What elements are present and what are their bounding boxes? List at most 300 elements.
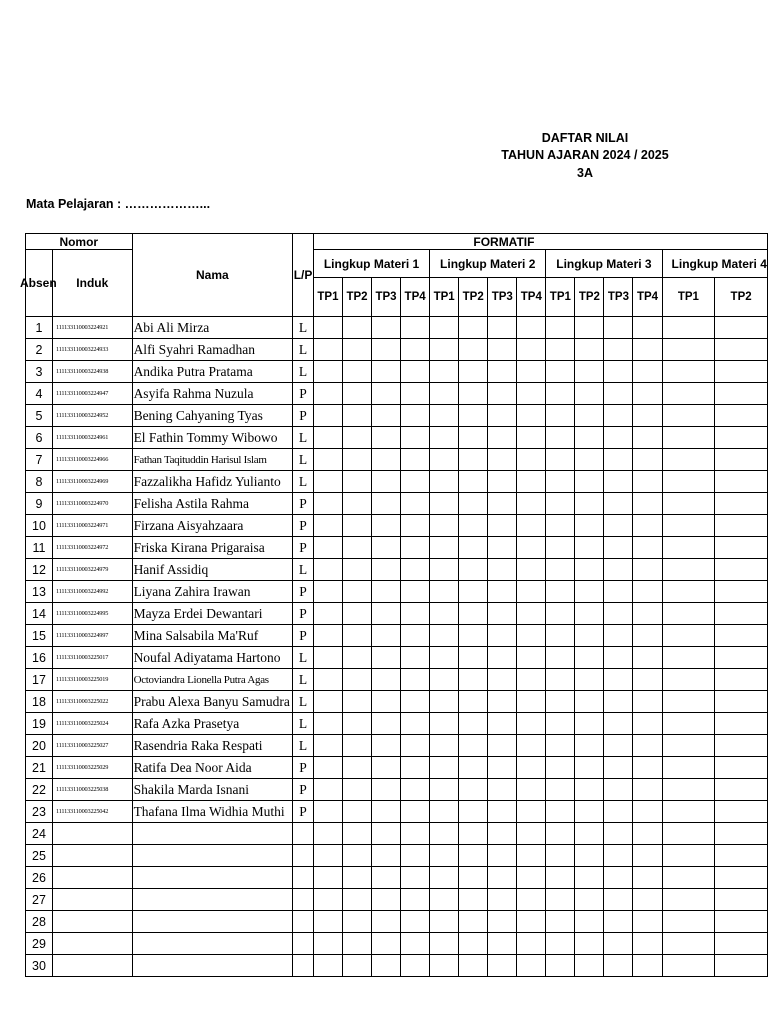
grade-cell[interactable]	[401, 493, 430, 515]
grade-cell[interactable]	[401, 537, 430, 559]
grade-cell[interactable]	[372, 581, 401, 603]
grade-cell[interactable]	[575, 603, 604, 625]
grade-cell[interactable]	[430, 889, 459, 911]
grade-cell[interactable]	[313, 691, 342, 713]
grade-cell[interactable]	[488, 581, 517, 603]
grade-cell[interactable]	[459, 647, 488, 669]
grade-cell[interactable]	[715, 317, 768, 339]
grade-cell[interactable]	[342, 691, 371, 713]
grade-cell[interactable]	[715, 427, 768, 449]
grade-cell[interactable]	[575, 581, 604, 603]
grade-cell[interactable]	[459, 515, 488, 537]
grade-cell[interactable]	[372, 845, 401, 867]
grade-cell[interactable]	[662, 911, 715, 933]
grade-cell[interactable]	[633, 779, 662, 801]
grade-cell[interactable]	[662, 867, 715, 889]
grade-cell[interactable]	[430, 911, 459, 933]
grade-cell[interactable]	[459, 603, 488, 625]
grade-cell[interactable]	[430, 383, 459, 405]
grade-cell[interactable]	[633, 647, 662, 669]
grade-cell[interactable]	[342, 603, 371, 625]
grade-cell[interactable]	[604, 317, 633, 339]
grade-cell[interactable]	[517, 449, 546, 471]
grade-cell[interactable]	[715, 405, 768, 427]
grade-cell[interactable]	[430, 955, 459, 977]
grade-cell[interactable]	[517, 669, 546, 691]
grade-cell[interactable]	[633, 801, 662, 823]
grade-cell[interactable]	[372, 779, 401, 801]
grade-cell[interactable]	[372, 515, 401, 537]
grade-cell[interactable]	[430, 845, 459, 867]
grade-cell[interactable]	[575, 647, 604, 669]
grade-cell[interactable]	[459, 581, 488, 603]
grade-cell[interactable]	[488, 449, 517, 471]
grade-cell[interactable]	[342, 845, 371, 867]
grade-cell[interactable]	[546, 757, 575, 779]
grade-cell[interactable]	[372, 669, 401, 691]
grade-cell[interactable]	[662, 647, 715, 669]
grade-cell[interactable]	[604, 845, 633, 867]
grade-cell[interactable]	[662, 427, 715, 449]
grade-cell[interactable]	[342, 823, 371, 845]
grade-cell[interactable]	[401, 691, 430, 713]
grade-cell[interactable]	[313, 757, 342, 779]
grade-cell[interactable]	[662, 361, 715, 383]
grade-cell[interactable]	[575, 471, 604, 493]
grade-cell[interactable]	[604, 757, 633, 779]
grade-cell[interactable]	[517, 559, 546, 581]
grade-cell[interactable]	[575, 669, 604, 691]
grade-cell[interactable]	[715, 361, 768, 383]
grade-cell[interactable]	[575, 845, 604, 867]
grade-cell[interactable]	[372, 471, 401, 493]
grade-cell[interactable]	[372, 911, 401, 933]
grade-cell[interactable]	[633, 361, 662, 383]
grade-cell[interactable]	[313, 581, 342, 603]
grade-cell[interactable]	[488, 823, 517, 845]
grade-cell[interactable]	[459, 889, 488, 911]
grade-cell[interactable]	[546, 559, 575, 581]
grade-cell[interactable]	[342, 757, 371, 779]
grade-cell[interactable]	[575, 339, 604, 361]
grade-cell[interactable]	[313, 911, 342, 933]
grade-cell[interactable]	[546, 515, 575, 537]
grade-cell[interactable]	[604, 427, 633, 449]
grade-cell[interactable]	[662, 559, 715, 581]
grade-cell[interactable]	[575, 933, 604, 955]
grade-cell[interactable]	[604, 911, 633, 933]
grade-cell[interactable]	[372, 603, 401, 625]
grade-cell[interactable]	[401, 405, 430, 427]
grade-cell[interactable]	[459, 757, 488, 779]
grade-cell[interactable]	[604, 581, 633, 603]
grade-cell[interactable]	[517, 471, 546, 493]
grade-cell[interactable]	[459, 493, 488, 515]
grade-cell[interactable]	[430, 713, 459, 735]
grade-cell[interactable]	[517, 339, 546, 361]
grade-cell[interactable]	[342, 361, 371, 383]
grade-cell[interactable]	[517, 911, 546, 933]
grade-cell[interactable]	[715, 845, 768, 867]
grade-cell[interactable]	[488, 427, 517, 449]
grade-cell[interactable]	[575, 427, 604, 449]
grade-cell[interactable]	[459, 449, 488, 471]
grade-cell[interactable]	[633, 713, 662, 735]
grade-cell[interactable]	[633, 911, 662, 933]
grade-cell[interactable]	[662, 603, 715, 625]
grade-cell[interactable]	[430, 449, 459, 471]
grade-cell[interactable]	[575, 449, 604, 471]
grade-cell[interactable]	[401, 383, 430, 405]
grade-cell[interactable]	[342, 339, 371, 361]
grade-cell[interactable]	[313, 427, 342, 449]
grade-cell[interactable]	[575, 559, 604, 581]
grade-cell[interactable]	[715, 559, 768, 581]
grade-cell[interactable]	[633, 867, 662, 889]
grade-cell[interactable]	[372, 625, 401, 647]
grade-cell[interactable]	[313, 361, 342, 383]
grade-cell[interactable]	[575, 801, 604, 823]
grade-cell[interactable]	[546, 889, 575, 911]
grade-cell[interactable]	[430, 405, 459, 427]
grade-cell[interactable]	[459, 779, 488, 801]
grade-cell[interactable]	[633, 933, 662, 955]
grade-cell[interactable]	[715, 647, 768, 669]
grade-cell[interactable]	[430, 933, 459, 955]
grade-cell[interactable]	[546, 449, 575, 471]
grade-cell[interactable]	[342, 405, 371, 427]
grade-cell[interactable]	[401, 757, 430, 779]
grade-cell[interactable]	[372, 537, 401, 559]
grade-cell[interactable]	[372, 889, 401, 911]
grade-cell[interactable]	[372, 339, 401, 361]
grade-cell[interactable]	[517, 515, 546, 537]
grade-cell[interactable]	[575, 625, 604, 647]
grade-cell[interactable]	[633, 581, 662, 603]
grade-cell[interactable]	[313, 471, 342, 493]
grade-cell[interactable]	[459, 801, 488, 823]
grade-cell[interactable]	[342, 515, 371, 537]
grade-cell[interactable]	[715, 735, 768, 757]
grade-cell[interactable]	[372, 691, 401, 713]
grade-cell[interactable]	[517, 603, 546, 625]
grade-cell[interactable]	[488, 867, 517, 889]
grade-cell[interactable]	[488, 339, 517, 361]
grade-cell[interactable]	[517, 383, 546, 405]
grade-cell[interactable]	[604, 867, 633, 889]
grade-cell[interactable]	[662, 669, 715, 691]
grade-cell[interactable]	[459, 427, 488, 449]
grade-cell[interactable]	[662, 317, 715, 339]
grade-cell[interactable]	[488, 691, 517, 713]
grade-cell[interactable]	[313, 955, 342, 977]
grade-cell[interactable]	[430, 757, 459, 779]
grade-cell[interactable]	[604, 625, 633, 647]
grade-cell[interactable]	[715, 537, 768, 559]
grade-cell[interactable]	[430, 339, 459, 361]
grade-cell[interactable]	[488, 713, 517, 735]
grade-cell[interactable]	[604, 669, 633, 691]
grade-cell[interactable]	[488, 669, 517, 691]
grade-cell[interactable]	[633, 449, 662, 471]
grade-cell[interactable]	[575, 735, 604, 757]
grade-cell[interactable]	[313, 537, 342, 559]
grade-cell[interactable]	[488, 889, 517, 911]
grade-cell[interactable]	[633, 493, 662, 515]
grade-cell[interactable]	[488, 933, 517, 955]
grade-cell[interactable]	[662, 537, 715, 559]
grade-cell[interactable]	[517, 493, 546, 515]
grade-cell[interactable]	[546, 625, 575, 647]
grade-cell[interactable]	[342, 735, 371, 757]
grade-cell[interactable]	[488, 911, 517, 933]
grade-cell[interactable]	[459, 361, 488, 383]
grade-cell[interactable]	[715, 581, 768, 603]
grade-cell[interactable]	[430, 603, 459, 625]
grade-cell[interactable]	[459, 867, 488, 889]
grade-cell[interactable]	[430, 867, 459, 889]
grade-cell[interactable]	[604, 933, 633, 955]
grade-cell[interactable]	[662, 691, 715, 713]
grade-cell[interactable]	[430, 669, 459, 691]
grade-cell[interactable]	[546, 317, 575, 339]
grade-cell[interactable]	[401, 713, 430, 735]
grade-cell[interactable]	[459, 383, 488, 405]
grade-cell[interactable]	[662, 625, 715, 647]
grade-cell[interactable]	[430, 735, 459, 757]
grade-cell[interactable]	[715, 625, 768, 647]
grade-cell[interactable]	[662, 955, 715, 977]
grade-cell[interactable]	[517, 405, 546, 427]
grade-cell[interactable]	[401, 669, 430, 691]
grade-cell[interactable]	[715, 339, 768, 361]
grade-cell[interactable]	[633, 955, 662, 977]
grade-cell[interactable]	[430, 625, 459, 647]
grade-cell[interactable]	[715, 779, 768, 801]
grade-cell[interactable]	[662, 515, 715, 537]
grade-cell[interactable]	[342, 867, 371, 889]
grade-cell[interactable]	[575, 955, 604, 977]
grade-cell[interactable]	[546, 427, 575, 449]
grade-cell[interactable]	[604, 405, 633, 427]
grade-cell[interactable]	[604, 493, 633, 515]
grade-cell[interactable]	[546, 801, 575, 823]
grade-cell[interactable]	[401, 955, 430, 977]
grade-cell[interactable]	[342, 647, 371, 669]
grade-cell[interactable]	[459, 955, 488, 977]
grade-cell[interactable]	[546, 735, 575, 757]
grade-cell[interactable]	[313, 405, 342, 427]
grade-cell[interactable]	[517, 933, 546, 955]
grade-cell[interactable]	[313, 867, 342, 889]
grade-cell[interactable]	[313, 559, 342, 581]
grade-cell[interactable]	[430, 779, 459, 801]
grade-cell[interactable]	[575, 713, 604, 735]
grade-cell[interactable]	[517, 867, 546, 889]
grade-cell[interactable]	[313, 735, 342, 757]
grade-cell[interactable]	[604, 823, 633, 845]
grade-cell[interactable]	[372, 427, 401, 449]
grade-cell[interactable]	[488, 493, 517, 515]
grade-cell[interactable]	[342, 911, 371, 933]
grade-cell[interactable]	[401, 867, 430, 889]
grade-cell[interactable]	[488, 471, 517, 493]
grade-cell[interactable]	[517, 647, 546, 669]
grade-cell[interactable]	[662, 823, 715, 845]
grade-cell[interactable]	[488, 801, 517, 823]
grade-cell[interactable]	[715, 933, 768, 955]
grade-cell[interactable]	[715, 383, 768, 405]
grade-cell[interactable]	[517, 537, 546, 559]
grade-cell[interactable]	[546, 823, 575, 845]
grade-cell[interactable]	[372, 383, 401, 405]
grade-cell[interactable]	[459, 471, 488, 493]
grade-cell[interactable]	[715, 449, 768, 471]
grade-cell[interactable]	[459, 713, 488, 735]
grade-cell[interactable]	[459, 559, 488, 581]
grade-cell[interactable]	[633, 603, 662, 625]
grade-cell[interactable]	[401, 559, 430, 581]
grade-cell[interactable]	[342, 493, 371, 515]
grade-cell[interactable]	[401, 603, 430, 625]
grade-cell[interactable]	[715, 757, 768, 779]
grade-cell[interactable]	[604, 713, 633, 735]
grade-cell[interactable]	[633, 845, 662, 867]
grade-cell[interactable]	[430, 647, 459, 669]
grade-cell[interactable]	[342, 669, 371, 691]
grade-cell[interactable]	[633, 889, 662, 911]
grade-cell[interactable]	[715, 801, 768, 823]
grade-cell[interactable]	[546, 933, 575, 955]
grade-cell[interactable]	[401, 779, 430, 801]
grade-cell[interactable]	[546, 845, 575, 867]
grade-cell[interactable]	[313, 713, 342, 735]
grade-cell[interactable]	[372, 735, 401, 757]
grade-cell[interactable]	[342, 537, 371, 559]
grade-cell[interactable]	[715, 669, 768, 691]
grade-cell[interactable]	[488, 845, 517, 867]
grade-cell[interactable]	[604, 801, 633, 823]
grade-cell[interactable]	[662, 889, 715, 911]
grade-cell[interactable]	[517, 713, 546, 735]
grade-cell[interactable]	[430, 317, 459, 339]
grade-cell[interactable]	[342, 801, 371, 823]
grade-cell[interactable]	[459, 933, 488, 955]
grade-cell[interactable]	[546, 383, 575, 405]
grade-cell[interactable]	[342, 625, 371, 647]
grade-cell[interactable]	[488, 383, 517, 405]
grade-cell[interactable]	[517, 581, 546, 603]
grade-cell[interactable]	[372, 449, 401, 471]
grade-cell[interactable]	[517, 801, 546, 823]
grade-cell[interactable]	[401, 427, 430, 449]
grade-cell[interactable]	[633, 471, 662, 493]
grade-cell[interactable]	[459, 317, 488, 339]
grade-cell[interactable]	[546, 779, 575, 801]
grade-cell[interactable]	[459, 735, 488, 757]
grade-cell[interactable]	[313, 449, 342, 471]
grade-cell[interactable]	[342, 383, 371, 405]
grade-cell[interactable]	[546, 405, 575, 427]
grade-cell[interactable]	[633, 735, 662, 757]
grade-cell[interactable]	[313, 383, 342, 405]
grade-cell[interactable]	[715, 867, 768, 889]
grade-cell[interactable]	[575, 317, 604, 339]
grade-cell[interactable]	[342, 449, 371, 471]
grade-cell[interactable]	[604, 361, 633, 383]
grade-cell[interactable]	[372, 867, 401, 889]
grade-cell[interactable]	[517, 361, 546, 383]
grade-cell[interactable]	[313, 493, 342, 515]
grade-cell[interactable]	[546, 339, 575, 361]
grade-cell[interactable]	[546, 911, 575, 933]
grade-cell[interactable]	[546, 361, 575, 383]
grade-cell[interactable]	[342, 427, 371, 449]
grade-cell[interactable]	[372, 757, 401, 779]
grade-cell[interactable]	[546, 647, 575, 669]
grade-cell[interactable]	[546, 669, 575, 691]
grade-cell[interactable]	[575, 779, 604, 801]
grade-cell[interactable]	[488, 361, 517, 383]
grade-cell[interactable]	[372, 647, 401, 669]
grade-cell[interactable]	[517, 889, 546, 911]
grade-cell[interactable]	[662, 845, 715, 867]
grade-cell[interactable]	[662, 581, 715, 603]
grade-cell[interactable]	[401, 647, 430, 669]
grade-cell[interactable]	[401, 449, 430, 471]
grade-cell[interactable]	[313, 801, 342, 823]
grade-cell[interactable]	[575, 515, 604, 537]
grade-cell[interactable]	[372, 801, 401, 823]
grade-cell[interactable]	[546, 867, 575, 889]
grade-cell[interactable]	[313, 933, 342, 955]
grade-cell[interactable]	[633, 537, 662, 559]
grade-cell[interactable]	[546, 581, 575, 603]
grade-cell[interactable]	[430, 823, 459, 845]
grade-cell[interactable]	[575, 757, 604, 779]
grade-cell[interactable]	[715, 471, 768, 493]
grade-cell[interactable]	[401, 317, 430, 339]
grade-cell[interactable]	[313, 889, 342, 911]
grade-cell[interactable]	[401, 515, 430, 537]
grade-cell[interactable]	[401, 801, 430, 823]
grade-cell[interactable]	[430, 361, 459, 383]
grade-cell[interactable]	[372, 493, 401, 515]
grade-cell[interactable]	[459, 845, 488, 867]
grade-cell[interactable]	[633, 823, 662, 845]
grade-cell[interactable]	[633, 691, 662, 713]
grade-cell[interactable]	[662, 713, 715, 735]
grade-cell[interactable]	[546, 493, 575, 515]
grade-cell[interactable]	[604, 449, 633, 471]
grade-cell[interactable]	[372, 955, 401, 977]
grade-cell[interactable]	[313, 603, 342, 625]
grade-cell[interactable]	[662, 933, 715, 955]
grade-cell[interactable]	[401, 889, 430, 911]
grade-cell[interactable]	[372, 405, 401, 427]
grade-cell[interactable]	[342, 559, 371, 581]
grade-cell[interactable]	[401, 581, 430, 603]
grade-cell[interactable]	[488, 405, 517, 427]
grade-cell[interactable]	[342, 889, 371, 911]
grade-cell[interactable]	[459, 911, 488, 933]
grade-cell[interactable]	[517, 779, 546, 801]
grade-cell[interactable]	[430, 537, 459, 559]
grade-cell[interactable]	[575, 383, 604, 405]
grade-cell[interactable]	[488, 757, 517, 779]
grade-cell[interactable]	[546, 603, 575, 625]
grade-cell[interactable]	[342, 955, 371, 977]
